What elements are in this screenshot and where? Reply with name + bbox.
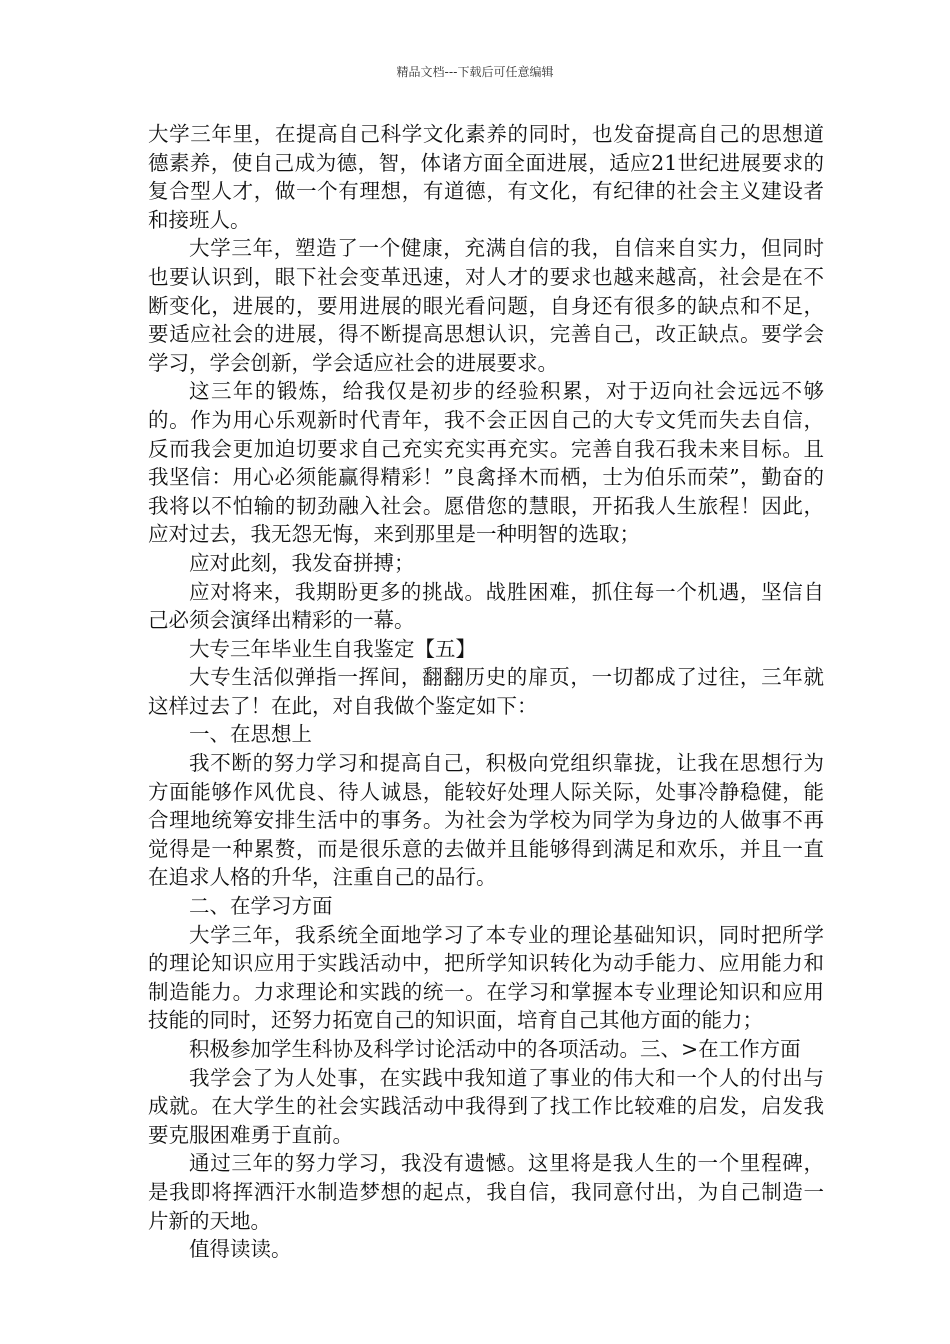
- paragraph: 应对将来，我期盼更多的挑战。战胜困难，抓住每一个机遇，坚信自己必须会演绎出精彩的一幕。: [148, 579, 824, 633]
- paragraph: 大学三年，我系统全面地学习了本专业的理论基础知识，同时把所学的理论知识应用于实践活动中，把所学知识转化为动手能力、应用能力和制造能力。力求理论和实践的统一。在学习和掌握本专业理论知识和应用技能的同时，还努力拓宽自己的知识面，培育自己其他方面的能力；: [148, 922, 824, 1033]
- paragraph: 这三年的锻炼，给我仅是初步的经验积累，对于迈向社会远远不够的。作为用心乐观新时代青年，我不会正因自己的大专文凭而失去自信，反而我会更加迫切要求自己充实充实再充实。完善自我石我未来目标。且我坚信：用心必须能赢得精彩！”良禽择木而栖，士为伯乐而荣”，勤奋的我将以不怕输的韧劲融入社会。愿借您的慧眼，开拓我人生旅程！因此，应对过去，我无怨无悔，来到那里是一种明智的选取；: [148, 379, 824, 547]
- section-heading: 一、在思想上: [189, 722, 312, 747]
- paragraph: 值得读读。: [189, 1237, 292, 1262]
- paragraph: 大学三年里，在提高自己科学文化素养的同时，也发奋提高自己的思想道德素养，使自己成为德，智，体诸方面全面进展，适应21世纪进展要求的复合型人才，做一个有理想，有道德，有文化，有纪律的社会主义建设者和接班人。: [148, 122, 824, 232]
- document-body: [148, 120, 824, 1264]
- section-heading: 二、在学习方面: [189, 894, 333, 919]
- paragraph: 通过三年的努力学习，我没有遗憾。这里将是我人生的一个里程碑，是我即将挥洒汗水制造梦想的起点，我自信，我同意付出，为自己制造一片新的天地。: [148, 1151, 824, 1233]
- page-header: 精品文档---下载后可任意编辑: [396, 65, 554, 79]
- paragraph: 我学会了为人处事，在实践中我知道了事业的伟大和一个人的付出与成就。在大学生的社会实践活动中我得到了找工作比较难的启发，启发我要克服困难勇于直前。: [148, 1065, 824, 1147]
- paragraph: 应对此刻，我发奋拼搏；: [189, 550, 415, 575]
- paragraph: 大学三年，塑造了一个健康，充满自信的我，自信来自实力，但同时也要认识到，眼下社会变革迅速，对人才的要求也越来越高，社会是在不断变化，进展的，要用进展的眼光看问题，自身还有很多的缺点和不足，要适应社会的进展，得不断提高思想认识，完善自己，改正缺点。要学会学习，学会创新，学会适应社会的进展要求。: [148, 236, 824, 375]
- paragraph: 积极参加学生科协及科学讨论活动中的各项活动。三、>在工作方面: [189, 1037, 801, 1061]
- paragraph: 大专生活似弹指一挥间，翻翻历史的扉页，一切都成了过往，三年就这样过去了！在此，对自我做个鉴定如下：: [148, 665, 824, 718]
- section-title: 大专三年毕业生自我鉴定【五】: [189, 636, 476, 661]
- paragraph: 我不断的努力学习和提高自己，积极向党组织靠拢，让我在思想行为方面能够作风优良、待人诚恳，能较好处理人际关际，处事冷静稳健，能合理地统筹安排生活中的事务。为社会为学校为同学为身边的人做事不再觉得是一种累赘，而是很乐意的去做并且能够得到满足和欢乐，并且一直在追求人格的升华，注重自己的品行。: [148, 751, 824, 890]
